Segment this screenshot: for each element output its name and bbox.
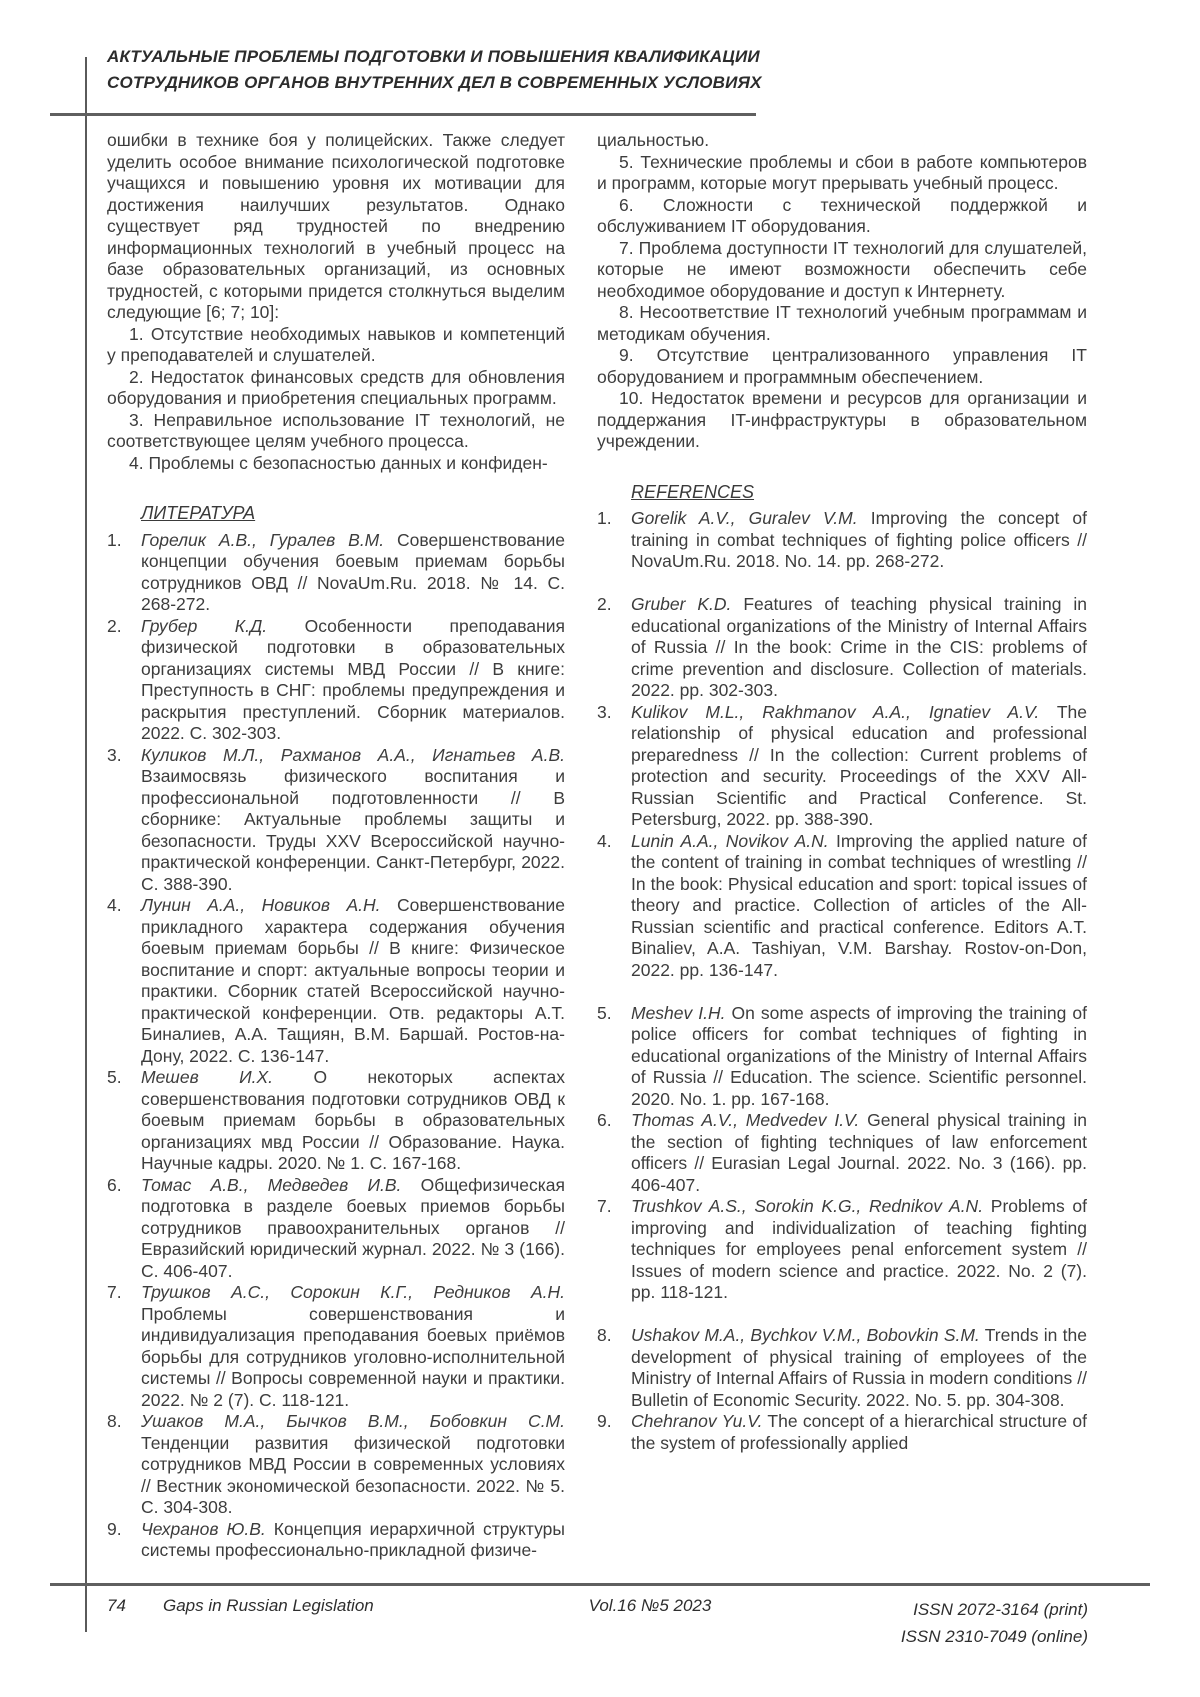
item-text: Trends in the development of physical training of employees of the Ministry of Internal Affairs of Russia in modern conditions // Bulletin of Economic Security. 2022. No. 5. pp. 304-308.: [631, 1325, 1087, 1410]
item-authors: Грубер К.Д.: [141, 615, 268, 636]
running-head-line2: СОТРУДНИКОВ ОРГАНОВ ВНУТРЕННИХ ДЕЛ В СОВРЕМЕННЫХ УСЛОВИЯХ: [107, 73, 762, 92]
item-text: Тенденции развития физической подготовки сотрудников МВД России в современных условиях // Вестник экономической безопасности. 2022. № 5. С. 304-308.: [141, 1432, 565, 1517]
item-number: 3.: [597, 701, 612, 722]
page-number: 74: [107, 1596, 126, 1615]
references-section: [597, 482, 1087, 1455]
item-text: Особенности преподавания физической подготовки в образовательных организациях системы МВД России // В книге: Преступность в СНГ: проблемы предупреждения и раскрытия преступлений. Сборник материалов. 2022. С. 302-303.: [141, 615, 565, 743]
item-text: Problems of improving and individualization of teaching fighting techniques for employees penal enforcement system // Issues of modern science and practice. 2022. No. 2 (7). pp. 118-121.: [631, 1196, 1087, 1302]
item-text: Features of teaching physical training in educational organizations of the Ministry of Internal Affairs of Russia // In the book: Crime in the CIS: problems of crime prevention and disclosure. Collection of materials. 2022. pp. 302-303.: [631, 594, 1087, 700]
body-paragraph: 5. Технические проблемы и сбои в работе компьютеров и программ, которые могут прерывать учебный процесс.: [597, 151, 1087, 193]
literature-list: [107, 530, 565, 1562]
item-text: Совершенствование концепции обучения боевым приемам борьбы сотрудников ОВД // NovaUm.Ru. 2018. № 14. С. 268-272.: [141, 529, 565, 614]
reference-item: [597, 1411, 1087, 1454]
item-text: Improving the concept of training in combat techniques of fighting police officers // NovaUm.Ru. 2018. No. 14. pp. 268-272.: [631, 508, 1088, 571]
item-authors: Горелик А.В., Гуралев В.М.: [141, 529, 385, 550]
body-paragraph: 8. Несоответствие IT технологий учебным программам и методикам обучения.: [597, 302, 1087, 344]
item-authors: Чехранов Ю.В.: [141, 1518, 266, 1539]
literature-heading: ЛИТЕРАТУРА: [141, 503, 256, 523]
item-text: General physical training in the section of fighting techniques of law enforcement officers // Eurasian Legal Journal. 2022. No. 3 (166). pp. 406-407.: [631, 1110, 1087, 1195]
item-number: 9.: [597, 1411, 612, 1431]
reference-item: [597, 831, 1087, 982]
body-paragraph: 6. Сложности с технической поддержкой и обслуживанием IT оборудования.: [597, 194, 1087, 236]
item-authors: Gruber K.D.: [631, 594, 732, 614]
reference-item: [597, 1196, 1087, 1304]
references-list: [597, 508, 1087, 1454]
body-paragraph: 9. Отсутствие централизованного управления IT оборудованием и программным обеспечением.: [597, 345, 1087, 387]
header-divider: [50, 113, 756, 116]
body-paragraph: циальностью.: [597, 130, 710, 150]
item-number: 5.: [597, 1002, 612, 1023]
item-number: 2.: [597, 594, 612, 614]
item-text: Improving the applied nature of the content of training in combat techniques of wrestling // In the book: Physical education and sport: topical issues of theory and practice. Collection of articles of the All-Russian scientific and practical conference. Editors A.T. Binaliev, A.A. Tashiyan, V.M. Barshay. Rostov-on-Don, 2022. pp. 136-147.: [631, 830, 1088, 980]
item-authors: Gorelik A.V., Guralev V.M.: [631, 508, 858, 528]
item-text: On some aspects of improving the training of police officers for combat techniques of fighting in educational organizations of the Ministry of Internal Affairs of Russia // Education. The science. Scientific personnel. 2020. No. 1. pp. 167-168.: [631, 1002, 1087, 1109]
reference-item: [597, 1325, 1087, 1411]
issn-online: ISSN 2310-7049 (online): [900, 1627, 1088, 1646]
left-column: [107, 130, 565, 1562]
running-head: [107, 44, 827, 96]
item-number: 5.: [107, 1067, 122, 1087]
literature-section: [107, 503, 565, 1562]
running-head-line1: АКТУАЛЬНЫЕ ПРОБЛЕМЫ ПОДГОТОВКИ И ПОВЫШЕНИЯ КВАЛИФИКАЦИИ: [107, 47, 760, 66]
body-paragraph: 10. Недостаток времени и ресурсов для организации и поддержания IT-инфраструктуры в образовательном учреждении.: [597, 388, 1087, 451]
literature-item: [107, 530, 565, 616]
item-text: Проблемы совершенствования и индивидуализация преподавания боевых приёмов борьбы для сотрудников уголовно-исполнительной системы // Вопросы современной науки и практики. 2022. № 2 (7). С. 118-121.: [141, 1303, 565, 1410]
item-number: 2.: [107, 615, 122, 636]
item-number: 4.: [597, 830, 612, 851]
body-paragraph: 2. Недостаток финансовых средств для обновления оборудования и приобретения специальных программ.: [107, 366, 565, 408]
body-paragraph: ошибки в технике боя у полицейских. Также следует уделить особое внимание психологической подготовке учащихся и повышению уровня их мотивации для достижения наилучших результатов. Однако существует ряд трудностей по внедрению информационных технологий в учебный процесс на базе образовательных организаций, из основных трудностей, с которыми придется столкнуться выделим следующие [6; 7; 10]:: [107, 130, 565, 322]
item-number: 9.: [107, 1518, 122, 1539]
item-authors: Lunin A.A., Novikov A.N.: [631, 830, 829, 851]
footer: [0, 1593, 1200, 1653]
item-authors: Ушаков М.А., Бычков В.М., Бобовкин С.М.: [141, 1411, 565, 1431]
item-number: 6.: [107, 1174, 122, 1195]
item-authors: Meshev I.H.: [631, 1002, 726, 1023]
journal-title: Gaps in Russian Legislation: [163, 1596, 374, 1615]
item-number: 6.: [597, 1110, 612, 1130]
item-text: The concept of a hierarchical structure of the system of professionally applied: [631, 1411, 1087, 1453]
item-number: 1.: [107, 529, 122, 550]
literature-item: [107, 1175, 565, 1283]
literature-item: [107, 745, 565, 896]
item-authors: Chehranov Yu.V.: [631, 1411, 763, 1431]
item-authors: Томас А.В., Медведев И.В.: [141, 1174, 402, 1195]
footer-divider: [50, 1583, 1150, 1586]
reference-item: [597, 702, 1087, 831]
volume-issue: Vol.16 №5 2023: [588, 1596, 712, 1615]
literature-item: [107, 616, 565, 745]
item-text: Концепция иерархичной структуры системы профессионально-прикладной физиче-: [141, 1518, 565, 1560]
margin-vertical-line: [85, 57, 87, 1632]
item-authors: Куликов М.Л., Рахманов А.А., Игнатьев А.В.: [141, 744, 565, 765]
item-text: The relationship of physical education and professional preparedness // In the collection: Current problems of protection and security. Proceedings of the XXV All-Russian Scientific and Practical Conference. St. Petersburg, 2022. pp. 388-390.: [631, 701, 1088, 829]
item-authors: Трушков А.С., Сорокин К.Г., Редников А.Н.: [141, 1282, 565, 1302]
item-text: Совершенствование прикладного характера содержания обучения боевым приемам борьбы // В книге: Физическое воспитание и спорт: актуальные вопросы теории и практики. Сборник статей Всероссийской научно-практической конференции. Отв. редакторы А.Т. Биналиев, А.А. Тащиян, В.М. Баршай. Ростов-на-Дону, 2022. С. 136-147.: [141, 895, 565, 1066]
item-text: О некоторых аспектах совершенствования подготовки сотрудников ОВД к боевым приемам борьбы в образовательных организациях мвд России // Образование. Наука. Научные кадры. 2020. № 1. С. 167-168.: [141, 1067, 565, 1173]
item-authors: Thomas A.V., Medvedev I.V.: [631, 1110, 860, 1130]
item-number: 3.: [107, 744, 122, 765]
item-text: Взаимосвязь физического воспитания и профессиональной подготовленности // В сборнике: Актуальные проблемы защиты и безопасности. Труды XXV Всероссийской научно-практической конференции. Санкт-Петербург, 2022. С. 388-390.: [141, 766, 565, 894]
reference-item: [597, 594, 1087, 702]
right-column: [597, 130, 1087, 1454]
item-authors: Ushakov M.A., Bychkov V.M., Bobovkin S.M.: [631, 1325, 980, 1345]
body-paragraph: 1. Отсутствие необходимых навыков и компетенций у преподавателей и слушателей.: [107, 323, 565, 365]
item-number: 1.: [597, 508, 612, 528]
reference-item: [597, 508, 1087, 573]
references-heading: REFERENCES: [631, 481, 755, 502]
literature-item: [107, 895, 565, 1067]
item-number: 4.: [107, 895, 122, 915]
item-number: 8.: [597, 1325, 612, 1345]
item-number: 7.: [597, 1196, 612, 1216]
reference-item: [597, 1003, 1087, 1111]
item-authors: Лунин А.А., Новиков А.Н.: [141, 895, 381, 915]
body-paragraph: 3. Неправильное использование IT технологий, не соответствующее целям учебного процесса.: [107, 409, 565, 451]
item-text: Общефизическая подготовка в разделе боевых приемов борьбы сотрудников правоохранительных органов // Евразийский юридический журнал. 2022. № 3 (166). С. 406-407.: [141, 1174, 565, 1281]
item-authors: Мешев И.Х.: [141, 1067, 274, 1087]
body-paragraph: 4. Проблемы с безопасностью данных и конфиден-: [129, 452, 548, 473]
item-number: 7.: [107, 1282, 122, 1302]
literature-item: [107, 1282, 565, 1411]
issn-block: [901, 1596, 1088, 1650]
item-authors: Kulikov M.L., Rakhmanov A.A., Ignatiev A.V.: [631, 701, 1040, 722]
body-paragraph: 7. Проблема доступности IT технологий для слушателей, которые не имеют возможности обеспечить себе необходимое оборудование и доступ к Интернету.: [597, 237, 1087, 301]
item-authors: Trushkov A.S., Sorokin K.G., Rednikov A.N.: [631, 1196, 984, 1216]
literature-item: [107, 1519, 565, 1562]
literature-item: [107, 1067, 565, 1175]
item-number: 8.: [107, 1411, 122, 1431]
reference-item: [597, 1110, 1087, 1196]
literature-item: [107, 1411, 565, 1519]
issn-print: ISSN 2072-3164 (print): [913, 1600, 1088, 1619]
